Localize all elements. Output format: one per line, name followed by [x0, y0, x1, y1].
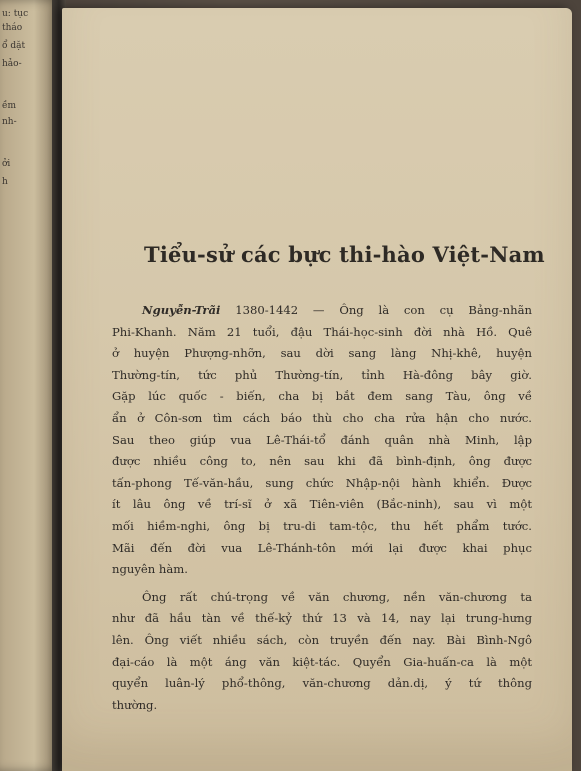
- book-page: [62, 8, 572, 771]
- text-line: nguyên hàm.: [112, 562, 188, 577]
- text-line: tấn-phong Tế-văn-hầu, sung chức Nhập-nội hành khiển. Được: [112, 475, 532, 490]
- text-line: ở huyện Phượng-nhỡn, sau dời sang làng Nhị-khê, huyện: [112, 346, 532, 361]
- text-line: Phi-Khanh. Năm 21 tuổi, đậu Thái-học-sinh đời nhà Hồ. Quê: [112, 324, 532, 339]
- left-page-fragment: tháo: [2, 23, 23, 33]
- left-page-fragment: ổ dặt: [2, 41, 26, 51]
- left-page-fragment: h: [2, 177, 8, 187]
- text-line: Thường-tín, tức phủ Thường-tín, tỉnh Hà-đông bây giờ.: [112, 367, 532, 382]
- page-title: Tiểu-sử các bực thi-hào Việt-Nam: [144, 242, 545, 267]
- text-line: đại-cáo là một áng văn kiệt-tác. Quyển Gia-huấn-ca là một: [112, 654, 532, 669]
- left-page-fragment: ởi: [2, 159, 11, 169]
- text-line: Nguyễn-Trãi 1380-1442 — Ông là con cụ Bảng-nhãn: [142, 303, 532, 317]
- text-line: được nhiều công to, nên sau khi đã bình-định, ông được: [112, 454, 532, 469]
- left-page-fragment: u: tục: [2, 9, 29, 19]
- text-line: Ông rất chú-trọng về văn chương, nền văn-chương ta: [142, 589, 532, 604]
- poet-name: Nguyễn-Trãi: [142, 303, 221, 317]
- text-line: Sau theo giúp vua Lê-Thái-tổ đánh quân nhà Minh, lập: [112, 432, 532, 447]
- text-line: thường.: [112, 697, 158, 712]
- text-line: như đã hầu tàn về thế-kỷ thứ 13 và 14, nay lại trung-hưng: [112, 611, 532, 626]
- biography-text: [112, 300, 532, 716]
- text-line: lên. Ông viết nhiều sách, còn truyền đến nay. Bài Bình-Ngô: [112, 632, 532, 647]
- text-line: mối hiềm-nghi, ông bị tru-di tam-tộc, thu hết phẩm tước.: [112, 518, 532, 533]
- left-page-fragment: ềm: [2, 101, 17, 111]
- left-page-fragment: nh-: [2, 117, 17, 127]
- text-line: ẩn ở Côn-sơn tìm cách báo thù cho cha rửa hận cho nước.: [112, 410, 532, 425]
- text-line: Mãi đến đời vua Lê-Thánh-tôn mới lại được khai phục: [112, 540, 532, 555]
- text-line: Gặp lúc quốc - biến, cha bị bắt đem sang Tàu, ông về: [112, 389, 532, 404]
- text-line: quyển luân-lý phổ-thông, văn-chương dản.dị, ý tứ thông: [112, 676, 532, 691]
- text-line: ít lâu ông về trí-sĩ ở xã Tiên-viên (Bắc-ninh), sau vì một: [112, 497, 532, 512]
- left-page-fragment: hảo-: [2, 59, 22, 69]
